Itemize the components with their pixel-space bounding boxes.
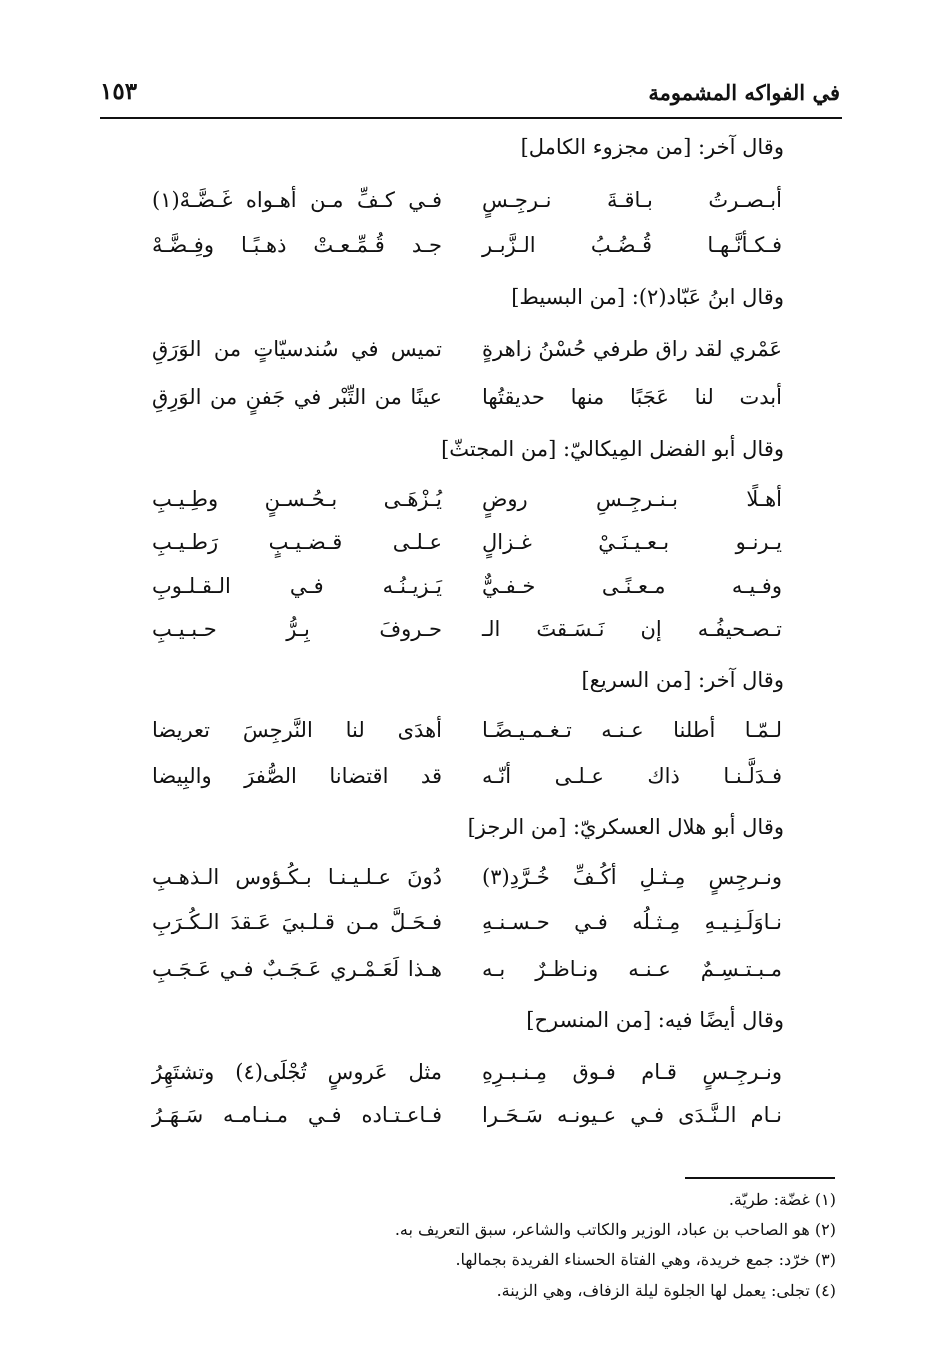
verse-first-hemistich: عَمْري لقد راق طرفي حُسْنُ زاهرةٍ: [482, 337, 782, 361]
verse-second-hemistich: مثل عَروسٍ تُجْلَى(٤) وتشتَهِرُ: [152, 1060, 442, 1084]
verse-second-hemistich: فـي كـفِّ مـن أهـواه غَـضَّـهْ(١): [152, 188, 442, 212]
verse-first-hemistich: ونـرجِـسٍ قـام فـوق مِـنـبـرِهِ: [482, 1060, 782, 1084]
verse-second-hemistich: حـروفَ بِـرُّ حـبـيـبِ: [152, 617, 442, 641]
verse-second-hemistich: قد اقتضانا الصُّفرَ والبِيضا: [152, 764, 442, 788]
footnote: (٣) خرّد: جمع خريدة، وهي الفتاة الحسناء الفريدة بجمالها.: [455, 1250, 836, 1269]
header-rule: [100, 117, 842, 119]
poem-intro: وقال آخر: [من مجزوء الكامل]: [520, 135, 784, 159]
footnote: (٤) تجلى: يعمل لها الجلوة ليلة الزفاف، وهي الزينة.: [496, 1281, 836, 1300]
verse-first-hemistich: تـصـحيفُـه إن نَـسَـقتَ الـ: [482, 617, 782, 641]
verse-second-hemistich: يُـزْهَـى بـحُـسـنٍ وطِـيـبِ: [152, 487, 442, 511]
verse-second-hemistich: دُونَ عـلـيـنـا بـكُـؤوس الـذهـبِ: [152, 865, 442, 889]
running-header: [100, 78, 840, 114]
verse-first-hemistich: فـدَلَّـنـا ذاك عـلـى أنّـه: [482, 764, 782, 788]
poem-intro: وقال أبو هلال العسكريّ: [من الرجز]: [467, 815, 784, 839]
verse-first-hemistich: أبـصـرتُ بـاقـةَ نـرجِـسٍ: [482, 188, 782, 212]
poem-intro: وقال أبو الفضل المِيكاليّ: [من المجتثّ]: [441, 437, 784, 461]
running-title: في الفواكه المشمومة: [648, 80, 840, 105]
verse-second-hemistich: فـحَـلَّ مـن قـلـبيَ عَـقدَ الـكُـرَبِ: [152, 910, 442, 934]
footnote-rule: [685, 1177, 835, 1179]
verse-first-hemistich: نـاوَلَـنِـيـهِ مِـثـلُه فـي حـسـنـهِ: [482, 910, 782, 934]
verse-second-hemistich: أهدَى لنا النَّرجِسَ تعريضا: [152, 718, 442, 742]
verse-first-hemistich: لـمّـا أطلنا عـنـه تـغـمـيـضًـا: [482, 718, 782, 742]
poem-intro: وقال ابنُ عَبّاد(٢): [من البسيط]: [511, 285, 784, 309]
verse-second-hemistich: فـاعـتـاده فـي مـنـامـه سَـهَـرُ: [152, 1103, 442, 1127]
verse-second-hemistich: جـد قُـمِّـعـتْ ذهـبًـا وفِـضَّـهْ: [152, 233, 442, 257]
verse-first-hemistich: أبدت لنا عَجَبًا منها حديقتُها: [482, 385, 782, 409]
verse-first-hemistich: نـام الـنَّـدَى فـي عـيونـه سَـحَـرا: [482, 1103, 782, 1127]
verse-first-hemistich: مـبـتـسِـمٌ عـنـه ونـاظـرٌ بـه: [482, 957, 782, 981]
verse-second-hemistich: عينًا من التِّبْر في جَفنٍ من الوَرِقِ: [152, 385, 442, 409]
verse-first-hemistich: يـرنـو بـعـيـنَـيْ غـزالٍ: [482, 530, 782, 554]
footnote: (٢) هو الصاحب بن عباد، الوزير والكاتب والشاعر، سبق التعريف به.: [394, 1220, 836, 1239]
verse-first-hemistich: فـكـأنَّـهـا قُـضُـبُ الـزَّبـر: [482, 233, 782, 257]
poem-intro: وقال أيضًا فيه: [من المنسرح]: [526, 1008, 784, 1032]
verse-second-hemistich: يَـزيـنُـه فـي الـقـلـوبِ: [152, 574, 442, 598]
poem-intro: وقال آخر: [من السريع]: [581, 668, 784, 692]
verse-second-hemistich: تميس في سُندسيّاتٍ من الوَرَقِ: [152, 337, 442, 361]
verse-second-hemistich: عـلـى قـضـيـبٍ رَطـيـبِ: [152, 530, 442, 554]
verse-first-hemistich: ونـرجِسٍ مِـثـلِ أكُـفِّ خُـرَّدِ(٣): [482, 865, 782, 889]
page-number: ١٥٣: [100, 78, 138, 105]
verse-second-hemistich: هـذا لَعَـمْـري عَـجَـبٌ فـي عَـجَـبِ: [152, 957, 442, 981]
footnote: (١) غضّة: طريّة.: [728, 1190, 836, 1209]
verse-first-hemistich: أهـلًا بـنـرجِـسِ روضٍ: [482, 487, 782, 511]
verse-first-hemistich: وفـيـه مـعـنًـى خـفـيٌّ: [482, 574, 782, 598]
